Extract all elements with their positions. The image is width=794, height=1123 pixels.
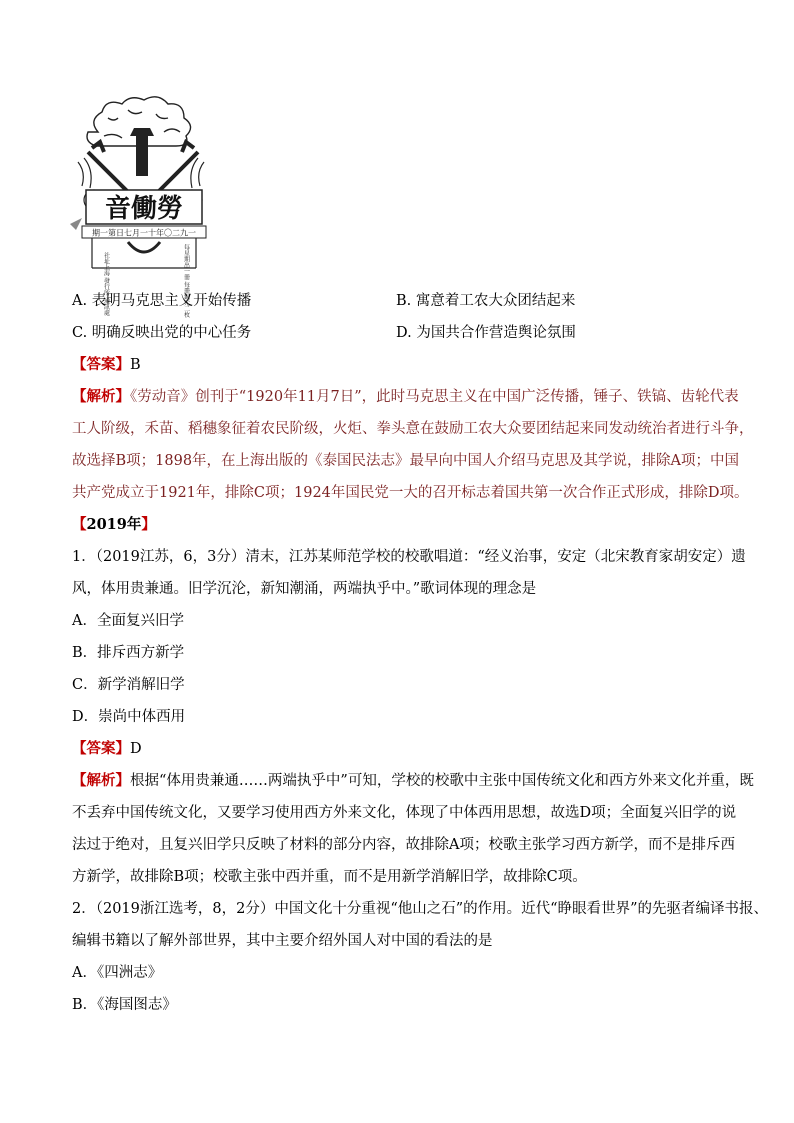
option-b: B. 寓意着工农大众团结起来 bbox=[396, 293, 576, 309]
masthead-left-text: 社址上海 發行所 通訊處 bbox=[102, 252, 110, 316]
q1-analysis-line-4: 方新学，故排除B项；校歌主张中西并重，而不是用新学消解旧学，故排除C项。 bbox=[72, 869, 587, 885]
analysis-label: 【解析】 bbox=[72, 388, 130, 405]
q1-option-a: A．全面复兴旧学 bbox=[72, 613, 184, 629]
analysis-line-1: 【解析】《劳动音》创刊于“1920年11月7日”，此时马克思主义在中国广泛传播，锤子、铁镐、齿轮代表 bbox=[72, 388, 739, 405]
masthead-right-text: 每星期出一冊 每冊銅元二枚 bbox=[182, 244, 190, 318]
answer-label: 【答案】 bbox=[72, 356, 130, 373]
analysis-line-4: 共产党成立于1921年，排除C项；1924年国民党一大的召开标志着国共第一次合作正式形成，排除D项。 bbox=[72, 485, 749, 501]
q1-stem-line-1: 1．（2019江苏，6，3分）清末，江苏某师范学校的校歌唱道：“经义治事，安定（北宋教育家胡安定）遗 bbox=[72, 549, 746, 565]
q1-option-d: D．崇尚中体西用 bbox=[72, 709, 186, 725]
option-a: A. 表明马克思主义开始传播 bbox=[72, 293, 252, 309]
q2-stem-line-2: 编辑书籍以了解外部世界，其中主要介绍外国人对中国的看法的是 bbox=[72, 933, 493, 949]
q1-option-b: B．排斥西方新学 bbox=[72, 645, 185, 661]
q1-answer-label: 【答案】 bbox=[72, 740, 130, 757]
year-heading: 【2019年】 bbox=[72, 516, 156, 533]
q1-option-c: C．新学消解旧学 bbox=[72, 677, 185, 693]
q1-answer-value: D bbox=[130, 741, 142, 757]
analysis-line-3: 故选择B项；1898年，在上海出版的《泰国民法志》最早向中国人介绍马克思及其学说，排除A项；中国 bbox=[72, 453, 740, 469]
option-c: C. 明确反映出党的中心任务 bbox=[72, 325, 252, 341]
q1-answer-line bbox=[72, 739, 142, 759]
q2-option-b: B．《海国图志》 bbox=[72, 997, 177, 1013]
answer-line bbox=[72, 355, 141, 375]
q1-analysis-line-3: 法过于绝对，且复兴旧学只反映了材料的部分内容，故排除A项；校歌主张学习西方新学，而不是排斥西 bbox=[72, 837, 735, 853]
q2-stem-line-1: 2．（2019浙江选考，8，2分）中国文化十分重视“他山之石”的作用。近代“睁眼看世界”的先驱者编译书报、 bbox=[72, 901, 768, 917]
answer-value: B bbox=[130, 357, 141, 373]
masthead-title: 音働勞 bbox=[104, 194, 184, 224]
option-d: D. 为国共合作营造舆论氛围 bbox=[396, 325, 576, 341]
q1-analysis-line-1: 【解析】根据“体用贵兼通……两端执乎中”可知，学校的校歌中主张中国传统文化和西方外来文化并重，既 bbox=[72, 772, 754, 789]
masthead-date: 期一第日七月一十年〇二九一 bbox=[92, 228, 196, 238]
q2-option-a: A．《四洲志》 bbox=[72, 965, 163, 981]
q1-analysis-line-2: 不丢弃中国传统文化，又要学习使用西方外来文化，体现了中体西用思想，故选D项；全面复兴旧学的说 bbox=[72, 805, 737, 821]
q1-analysis-label: 【解析】 bbox=[72, 772, 130, 789]
q1-stem-line-2: 风，体用贵兼通。旧学沉沦，新知潮涌，两端执乎中。”歌词体现的理念是 bbox=[72, 581, 537, 597]
analysis-line-2: 工人阶级，禾苗、稻穗象征着农民阶级，火炬、拳头意在鼓励工农大众要团结起来同发动统治者进行斗争， bbox=[72, 421, 754, 437]
